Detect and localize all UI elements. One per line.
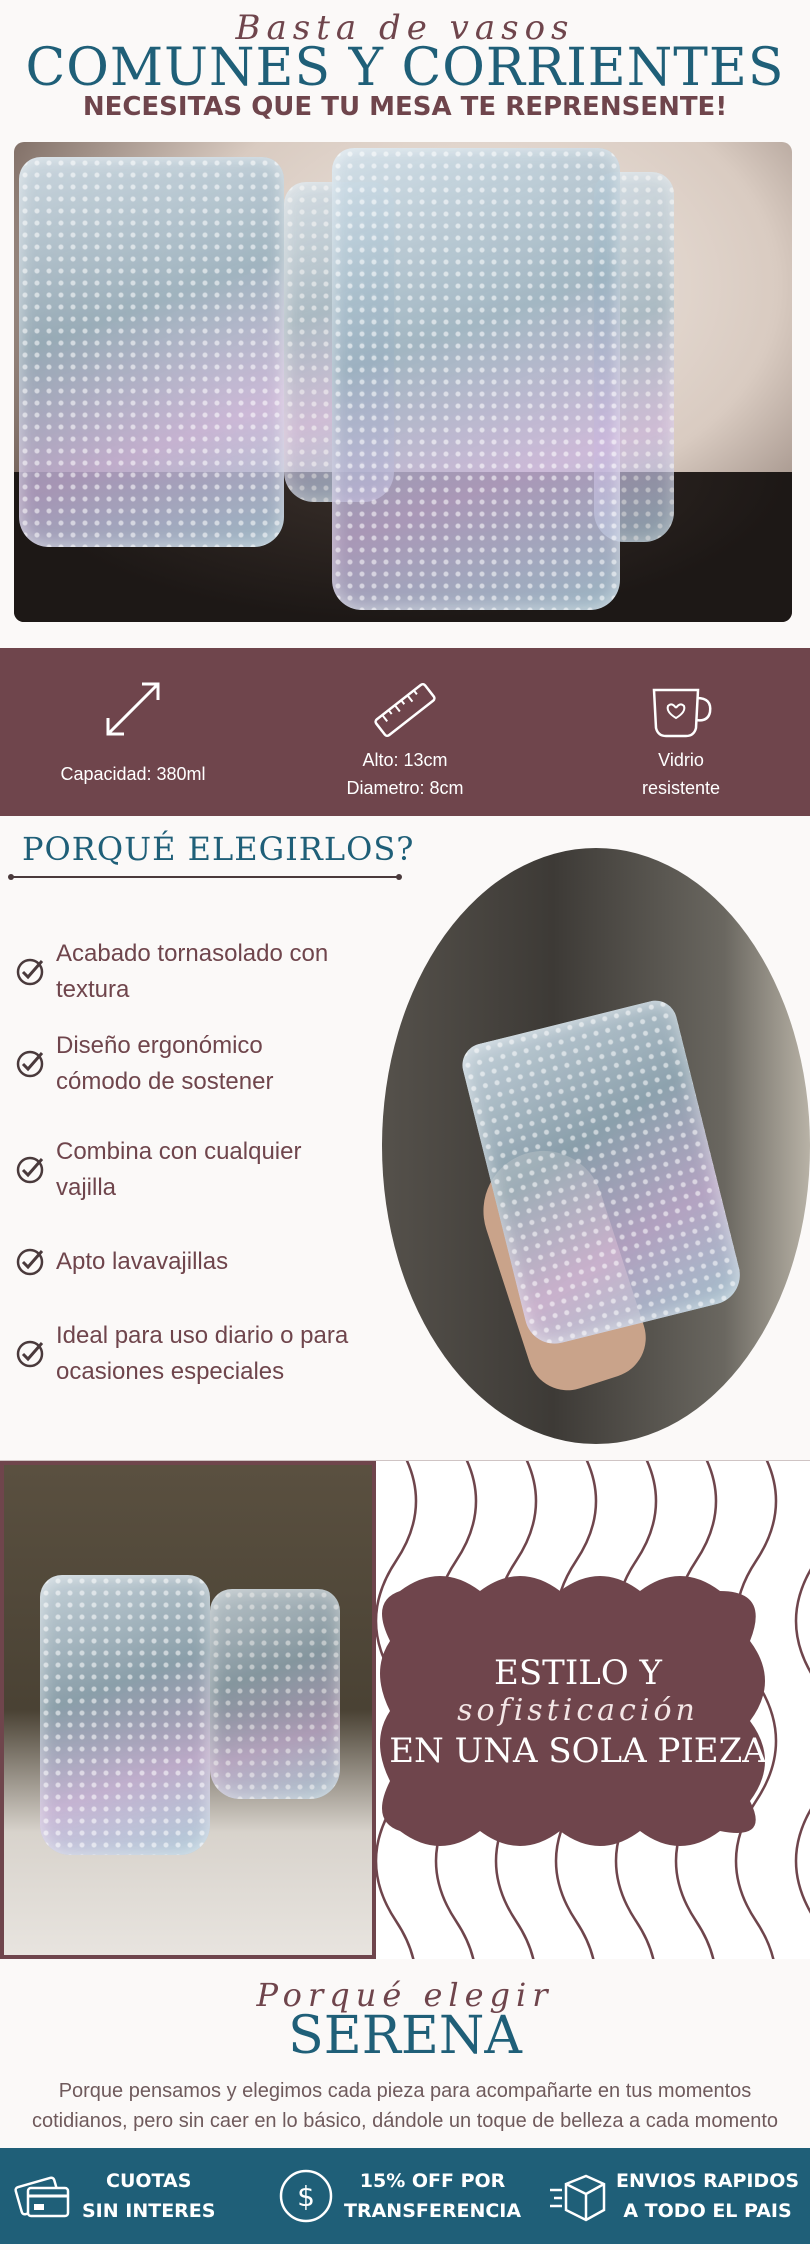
brand-name: SERENA bbox=[288, 2006, 522, 2066]
style-line2: sofisticación bbox=[457, 1693, 699, 1728]
mug-icon bbox=[646, 674, 716, 744]
badge-shipping-text: ENVIOS RAPIDOS A TODO EL PAIS bbox=[616, 2170, 800, 2222]
glass-image bbox=[210, 1589, 340, 1799]
why-title: PORQUÉ ELEGIRLOS? bbox=[22, 830, 415, 868]
style-line1: ESTILO Y bbox=[494, 1653, 662, 1693]
benefits-footer bbox=[0, 2148, 810, 2244]
check-circle-icon bbox=[14, 1048, 46, 1080]
hero-script-line: Basta de vasos bbox=[235, 8, 575, 48]
glass-image bbox=[332, 148, 620, 610]
benefit-text: Ideal para uso diario o para ocasiones especiales bbox=[56, 1322, 349, 1385]
benefit-item bbox=[14, 1028, 394, 1100]
glass-image bbox=[40, 1575, 210, 1855]
benefit-text: Combina con cualquier vajilla bbox=[56, 1138, 302, 1201]
glass-image bbox=[458, 996, 746, 1350]
spec-material-line2: resistente bbox=[641, 778, 721, 798]
credit-card-icon bbox=[14, 2166, 74, 2226]
spec-material-line1: Vidrio bbox=[658, 750, 704, 770]
benefit-item bbox=[14, 1244, 394, 1280]
benefit-item bbox=[14, 1318, 394, 1390]
diagonal-arrow-icon bbox=[98, 674, 168, 744]
benefit-item bbox=[14, 936, 394, 1008]
spec-size bbox=[300, 648, 510, 816]
brand-script-line: Porqué elegir bbox=[256, 1976, 554, 2014]
badge-installments-text: CUOTAS SIN INTERES bbox=[82, 2170, 216, 2222]
glass-image bbox=[19, 157, 284, 547]
title-divider bbox=[10, 876, 400, 878]
hand-holding-glass-photo bbox=[382, 848, 810, 1444]
badge-installments bbox=[14, 2164, 215, 2228]
badge-transfer-text: 15% OFF POR TRANSFERENCIA bbox=[344, 2170, 522, 2222]
style-line3: EN UNA SOLA PIEZA bbox=[389, 1731, 767, 1771]
check-circle-icon bbox=[14, 1246, 46, 1278]
ruler-icon bbox=[370, 674, 440, 744]
brand-section bbox=[0, 1968, 810, 2140]
two-glasses-photo bbox=[0, 1461, 376, 1959]
spec-diameter-text: Diametro: 8cm bbox=[346, 778, 464, 798]
specs-band bbox=[0, 648, 810, 816]
hero-heading bbox=[0, 0, 810, 140]
dollar-coin-icon bbox=[276, 2166, 336, 2226]
brand-description: Porque pensamos y elegimos cada pieza para acompañarte en tus momentos cotidianos, pero sin caer en lo básico, dándole un toque de belleza a cada momento bbox=[31, 2080, 779, 2132]
style-section bbox=[0, 1460, 810, 1958]
benefit-text: Apto lavavajillas bbox=[56, 1248, 229, 1275]
spec-material bbox=[576, 648, 786, 816]
benefit-text: Diseño ergonómico cómodo de sostener bbox=[56, 1032, 274, 1095]
spec-capacity-text: Capacidad: 380ml bbox=[60, 764, 206, 784]
hero-product-photo bbox=[14, 142, 792, 622]
check-circle-icon bbox=[14, 1338, 46, 1370]
benefit-text: Acabado tornasolado con textura bbox=[56, 940, 329, 1003]
hero-subtitle: NECESITAS QUE TU MESA TE REPRENSENTE! bbox=[82, 92, 728, 122]
svg-text:$: $ bbox=[297, 2180, 315, 2213]
check-circle-icon bbox=[14, 1154, 46, 1186]
badge-transfer-discount bbox=[276, 2164, 521, 2228]
spec-capacity bbox=[28, 648, 238, 816]
check-circle-icon bbox=[14, 956, 46, 988]
fast-delivery-box-icon bbox=[548, 2166, 608, 2226]
benefit-item bbox=[14, 1134, 394, 1206]
spec-height-text: Alto: 13cm bbox=[362, 750, 448, 770]
hero-title: COMUNES Y CORRIENTES bbox=[25, 38, 785, 98]
badge-shipping bbox=[548, 2164, 799, 2228]
